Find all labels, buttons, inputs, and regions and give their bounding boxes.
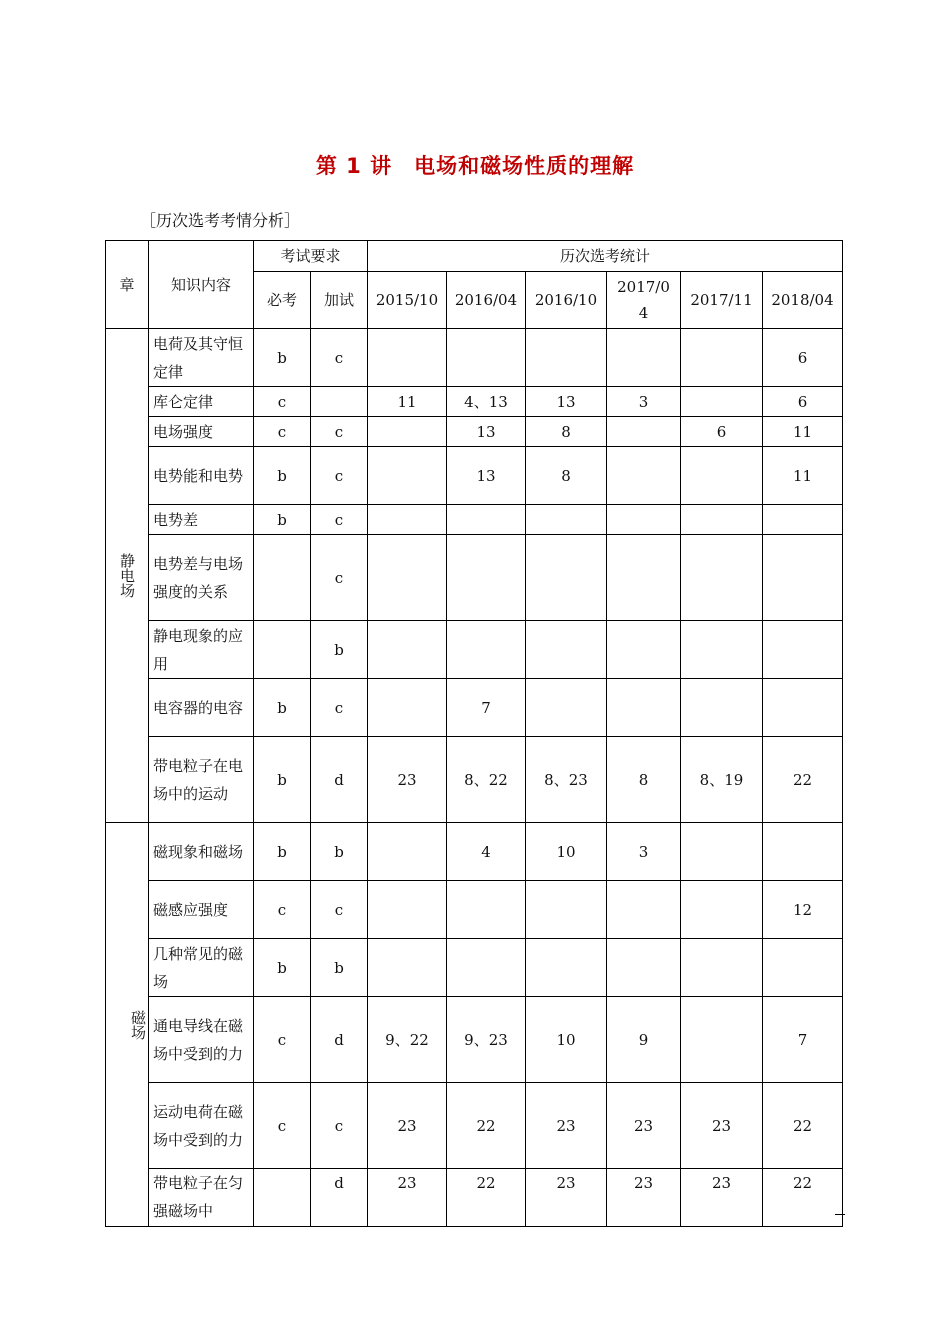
table-row [106,387,843,417]
stat-cell: 3 [607,823,681,881]
extra-cell: c [311,417,368,447]
required-cell: b [254,737,311,823]
extra-cell: b [311,939,368,997]
extra-cell: c [311,505,368,535]
stat-cell: 9 [607,997,681,1083]
required-cell: c [254,997,311,1083]
knowledge-cell: 电荷及其守恒定律 [149,329,254,387]
stat-cell: 8、19 [681,737,763,823]
header-extra: 加试 [311,272,368,329]
stat-cell [447,881,526,939]
exam-stats-table [105,240,843,1227]
stat-cell: 23 [526,1169,607,1227]
header-year: 2018/04 [763,272,843,329]
stat-cell [763,535,843,621]
knowledge-cell: 通电导线在磁场中受到的力 [149,997,254,1083]
knowledge-cell: 带电粒子在电场中的运动 [149,737,254,823]
stat-cell [763,505,843,535]
stat-cell: 11 [368,387,447,417]
table-row [106,621,843,679]
header-exam-req: 考试要求 [254,241,368,272]
extra-cell: c [311,535,368,621]
table-row [106,505,843,535]
stat-cell [607,447,681,505]
required-cell: b [254,823,311,881]
knowledge-cell: 电势能和电势 [149,447,254,505]
table-row [106,329,843,387]
stat-cell: 23 [526,1083,607,1169]
stat-cell: 12 [763,881,843,939]
stat-cell [681,387,763,417]
stat-cell [681,939,763,997]
stat-cell [681,881,763,939]
required-cell: c [254,881,311,939]
required-cell [254,621,311,679]
knowledge-cell: 电场强度 [149,417,254,447]
extra-cell: c [311,881,368,939]
stat-cell [607,939,681,997]
stat-cell [368,329,447,387]
extra-cell: c [311,447,368,505]
header-content: 知识内容 [149,241,254,329]
stat-cell [447,535,526,621]
required-cell: c [254,387,311,417]
header-stats: 历次选考统计 [368,241,843,272]
stat-cell: 11 [763,417,843,447]
header-required: 必考 [254,272,311,329]
extra-cell: c [311,679,368,737]
stat-cell [681,535,763,621]
extra-cell: d [311,1169,368,1227]
stat-cell: 23 [368,737,447,823]
knowledge-cell: 磁现象和磁场 [149,823,254,881]
knowledge-cell: 电势差 [149,505,254,535]
stat-cell [681,329,763,387]
stat-cell: 6 [763,329,843,387]
table-row [106,417,843,447]
stat-cell [526,535,607,621]
stat-cell [526,329,607,387]
stat-cell: 3 [607,387,681,417]
required-cell: b [254,329,311,387]
knowledge-cell: 几种常见的磁场 [149,939,254,997]
stat-cell [447,329,526,387]
stat-cell [526,505,607,535]
stat-cell: 23 [681,1083,763,1169]
stat-cell [681,447,763,505]
stat-cell [607,329,681,387]
stat-cell: 9、22 [368,997,447,1083]
stat-cell: 8、23 [526,737,607,823]
knowledge-cell: 磁感应强度 [149,881,254,939]
section-subtitle: ［历次选考考情分析］ [140,211,301,230]
stat-cell: 10 [526,997,607,1083]
knowledge-cell: 运动电荷在磁场中受到的力 [149,1083,254,1169]
knowledge-cell: 电容器的电容 [149,679,254,737]
stat-cell: 23 [368,1169,447,1227]
stat-cell [526,679,607,737]
stat-cell: 4 [447,823,526,881]
stat-cell [526,939,607,997]
stat-cell [763,621,843,679]
knowledge-cell: 带电粒子在匀强磁场中 [149,1169,254,1227]
stat-cell: 23 [607,1169,681,1227]
table-row [106,1083,843,1169]
stat-cell [681,823,763,881]
stat-cell [368,939,447,997]
required-cell: b [254,939,311,997]
stat-cell [447,939,526,997]
stat-cell: 13 [526,387,607,417]
page-title: 第 1 讲 电场和磁场性质的理解 [315,154,635,178]
stat-cell [607,679,681,737]
stat-cell [368,881,447,939]
required-cell [254,1169,311,1227]
stat-cell [368,417,447,447]
stat-cell: 9、23 [447,997,526,1083]
header-year: 2016/10 [526,272,607,329]
stat-cell [763,939,843,997]
extra-cell [311,387,368,417]
required-cell: b [254,505,311,535]
stat-cell: 7 [763,997,843,1083]
stat-cell: 23 [681,1169,763,1227]
stat-cell: 7 [447,679,526,737]
stat-cell: 8 [526,447,607,505]
stat-cell [681,621,763,679]
table-row [106,939,843,997]
stat-cell [368,535,447,621]
extra-cell: c [311,329,368,387]
table-row [106,679,843,737]
stat-cell [763,823,843,881]
knowledge-cell: 静电现象的应用 [149,621,254,679]
stat-cell [607,417,681,447]
header-year: 2017/11 [681,272,763,329]
table-row [106,997,843,1083]
stat-cell [368,447,447,505]
stat-cell [681,997,763,1083]
stat-cell: 22 [763,1169,843,1227]
extra-cell: b [311,621,368,679]
stat-cell: 22 [447,1083,526,1169]
stat-cell [526,621,607,679]
stat-cell: 8 [607,737,681,823]
stat-cell [368,621,447,679]
stat-cell: 4、13 [447,387,526,417]
required-cell: b [254,447,311,505]
stat-cell: 6 [763,387,843,417]
stat-cell: 13 [447,447,526,505]
header-year: 2016/04 [447,272,526,329]
stat-cell [607,621,681,679]
extra-cell: d [311,737,368,823]
stat-cell [681,679,763,737]
stat-cell [526,881,607,939]
required-cell: b [254,679,311,737]
stat-cell: 23 [368,1083,447,1169]
required-cell [254,535,311,621]
stat-cell: 11 [763,447,843,505]
stat-cell: 22 [763,737,843,823]
stat-cell [763,679,843,737]
stat-cell: 22 [447,1169,526,1227]
stat-cell: 22 [763,1083,843,1169]
stat-cell [368,505,447,535]
stat-cell [447,621,526,679]
stat-cell [681,505,763,535]
stat-cell: 6 [681,417,763,447]
stat-cell: 8、22 [447,737,526,823]
required-cell: c [254,417,311,447]
extra-cell: d [311,997,368,1083]
extra-cell: b [311,823,368,881]
stat-cell [447,505,526,535]
table-rule [835,1214,845,1215]
table-row [106,1169,843,1227]
stat-cell: 13 [447,417,526,447]
chapter-cell: 静电场 [106,329,149,823]
stat-cell [368,823,447,881]
stat-cell [607,535,681,621]
table-row [106,447,843,505]
table-row [106,535,843,621]
chapter-cell: 磁场 [106,823,149,1227]
knowledge-cell: 电势差与电场强度的关系 [149,535,254,621]
header-chapter: 章 [106,241,149,329]
table-row [106,737,843,823]
required-cell: c [254,1083,311,1169]
stat-cell [607,881,681,939]
stat-cell: 10 [526,823,607,881]
stat-cell [607,505,681,535]
header-year: 2017/04 [607,272,681,329]
table-row [106,823,843,881]
stat-cell [368,679,447,737]
knowledge-cell: 库仑定律 [149,387,254,417]
header-year: 2015/10 [368,272,447,329]
extra-cell: c [311,1083,368,1169]
stat-cell: 23 [607,1083,681,1169]
table-row [106,881,843,939]
stat-cell: 8 [526,417,607,447]
